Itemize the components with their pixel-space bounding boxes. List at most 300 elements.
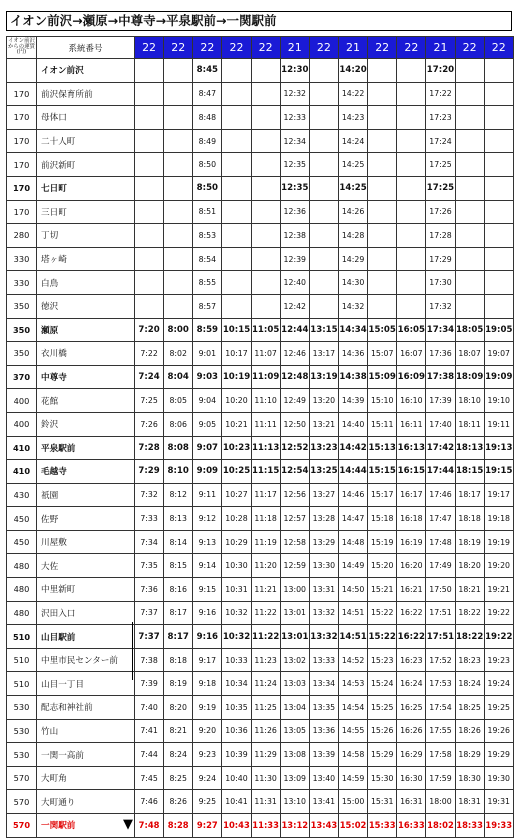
time-cell: 10:28 — [222, 507, 251, 531]
time-cell: 17:40 — [426, 412, 455, 436]
time-cell: 15:33 — [368, 814, 397, 838]
time-cell: 13:21 — [309, 412, 338, 436]
time-cell — [251, 271, 280, 295]
time-cell: 16:30 — [397, 766, 426, 790]
time-cell — [222, 129, 251, 153]
stop-name: 竹山 — [41, 726, 59, 737]
table-row — [7, 436, 514, 460]
time-cell — [368, 200, 397, 224]
time-cell — [222, 294, 251, 318]
time-cell: 17:53 — [426, 672, 455, 696]
time-cell — [455, 247, 484, 271]
time-cell: 9:14 — [193, 554, 222, 578]
time-cell: 7:46 — [135, 790, 164, 814]
time-cell: 7:29 — [135, 460, 164, 484]
time-cell — [397, 129, 426, 153]
time-cell: 14:51 — [338, 601, 367, 625]
time-cell: 8:20 — [164, 696, 193, 720]
table-row — [7, 554, 514, 578]
time-cell: 12:44 — [280, 318, 309, 342]
time-cell — [222, 200, 251, 224]
table-row — [7, 200, 514, 224]
fare-cell: 410 — [7, 436, 37, 460]
down-arrow-icon: ▼ — [123, 817, 133, 832]
time-cell: 8:13 — [164, 507, 193, 531]
stop-name: 平泉駅前 — [41, 443, 76, 454]
time-cell: 16:25 — [397, 696, 426, 720]
time-cell: 19:09 — [484, 365, 513, 389]
time-cell: 7:38 — [135, 648, 164, 672]
stop-name-cell — [37, 82, 135, 106]
time-cell: 8:50 — [193, 176, 222, 200]
time-cell: 9:20 — [193, 719, 222, 743]
time-cell: 9:16 — [193, 601, 222, 625]
route-number: 21 — [426, 37, 455, 59]
table-row — [7, 814, 514, 838]
time-cell: 12:57 — [280, 507, 309, 531]
stop-name: 塔ヶ崎 — [41, 255, 67, 266]
time-cell — [368, 294, 397, 318]
time-cell — [368, 106, 397, 130]
fare-cell — [7, 59, 37, 83]
stop-name-cell — [37, 318, 135, 342]
time-cell — [397, 82, 426, 106]
time-cell: 12:48 — [280, 365, 309, 389]
time-cell: 13:40 — [309, 766, 338, 790]
time-cell: 11:25 — [251, 696, 280, 720]
route-number: 22 — [397, 37, 426, 59]
time-cell: 9:01 — [193, 342, 222, 366]
fare-cell: 400 — [7, 389, 37, 413]
time-cell: 8:08 — [164, 436, 193, 460]
stop-name: 山目駅前 — [41, 632, 76, 643]
time-cell — [455, 294, 484, 318]
time-cell — [222, 153, 251, 177]
time-cell: 11:17 — [251, 483, 280, 507]
table-row — [7, 601, 514, 625]
time-cell: 18:22 — [455, 625, 484, 649]
time-cell: 8:17 — [164, 601, 193, 625]
time-cell: 12:35 — [280, 176, 309, 200]
time-cell: 14:44 — [338, 460, 367, 484]
time-cell: 7:35 — [135, 554, 164, 578]
table-row — [7, 365, 514, 389]
time-cell — [135, 247, 164, 271]
table-row — [7, 578, 514, 602]
time-cell: 9:05 — [193, 412, 222, 436]
time-cell: 15:11 — [368, 412, 397, 436]
stop-name: 川屋敷 — [41, 538, 67, 549]
route-number: 21 — [338, 37, 367, 59]
time-cell: 17:50 — [426, 578, 455, 602]
stop-name-cell — [37, 719, 135, 743]
time-cell: 14:39 — [338, 389, 367, 413]
time-cell — [222, 224, 251, 248]
time-cell: 13:20 — [309, 389, 338, 413]
time-cell: 15:22 — [368, 625, 397, 649]
time-cell: 17:55 — [426, 719, 455, 743]
time-cell: 17:51 — [426, 625, 455, 649]
fare-cell: 410 — [7, 460, 37, 484]
time-cell: 10:40 — [222, 766, 251, 790]
fare-cell: 480 — [7, 578, 37, 602]
time-cell: 19:30 — [484, 766, 513, 790]
time-cell: 13:28 — [309, 507, 338, 531]
time-cell: 9:12 — [193, 507, 222, 531]
time-cell — [397, 153, 426, 177]
time-cell: 8:48 — [193, 106, 222, 130]
fare-cell: 510 — [7, 672, 37, 696]
time-cell: 18:30 — [455, 766, 484, 790]
time-cell — [455, 153, 484, 177]
time-cell: 19:05 — [484, 318, 513, 342]
time-cell: 17:51 — [426, 601, 455, 625]
time-cell: 12:36 — [280, 200, 309, 224]
time-cell — [251, 106, 280, 130]
time-cell: 16:15 — [397, 460, 426, 484]
time-cell — [484, 153, 513, 177]
time-cell — [484, 247, 513, 271]
time-cell: 12:30 — [280, 59, 309, 83]
table-row — [7, 766, 514, 790]
timetable — [6, 36, 514, 838]
time-cell: 7:40 — [135, 696, 164, 720]
time-cell: 15:15 — [368, 460, 397, 484]
time-cell: 13:02 — [280, 648, 309, 672]
time-cell — [397, 271, 426, 295]
stop-name-cell — [37, 294, 135, 318]
fare-cell: 170 — [7, 153, 37, 177]
time-cell — [135, 59, 164, 83]
time-cell: 7:32 — [135, 483, 164, 507]
time-cell: 13:04 — [280, 696, 309, 720]
time-cell: 10:39 — [222, 743, 251, 767]
time-cell: 14:46 — [338, 483, 367, 507]
fare-header: イオン前沢からの運賃(円) — [7, 37, 37, 59]
table-row — [7, 153, 514, 177]
stop-name-cell — [37, 436, 135, 460]
time-cell: 8:04 — [164, 365, 193, 389]
time-cell — [368, 82, 397, 106]
time-cell: 15:29 — [368, 743, 397, 767]
time-cell: 8:24 — [164, 743, 193, 767]
stop-name: 白鳥 — [41, 278, 59, 289]
time-cell: 15:30 — [368, 766, 397, 790]
time-cell: 19:23 — [484, 648, 513, 672]
time-cell: 7:22 — [135, 342, 164, 366]
time-cell — [251, 129, 280, 153]
time-cell: 17:48 — [426, 530, 455, 554]
table-row — [7, 59, 514, 83]
stop-name: 中尊寺 — [41, 373, 67, 384]
fare-cell: 370 — [7, 365, 37, 389]
time-cell: 9:16 — [193, 625, 222, 649]
time-cell: 8:51 — [193, 200, 222, 224]
time-cell: 8:55 — [193, 271, 222, 295]
fare-cell: 450 — [7, 530, 37, 554]
time-cell: 12:38 — [280, 224, 309, 248]
time-cell: 8:18 — [164, 648, 193, 672]
time-cell: 8:53 — [193, 224, 222, 248]
time-cell — [368, 153, 397, 177]
time-cell — [222, 271, 251, 295]
time-cell: 18:29 — [455, 743, 484, 767]
time-cell: 15:31 — [368, 790, 397, 814]
stop-name-cell — [37, 247, 135, 271]
time-cell — [455, 82, 484, 106]
time-cell: 19:10 — [484, 389, 513, 413]
time-cell: 13:32 — [309, 625, 338, 649]
time-cell — [397, 294, 426, 318]
route-number: 22 — [164, 37, 193, 59]
stop-name-cell — [37, 271, 135, 295]
fare-cell: 570 — [7, 766, 37, 790]
time-cell — [368, 224, 397, 248]
time-cell: 18:13 — [455, 436, 484, 460]
time-cell: 8:02 — [164, 342, 193, 366]
stop-name-cell — [37, 342, 135, 366]
fare-cell: 330 — [7, 271, 37, 295]
time-cell: 14:22 — [338, 82, 367, 106]
time-cell: 12:40 — [280, 271, 309, 295]
time-cell — [397, 106, 426, 130]
time-cell: 10:27 — [222, 483, 251, 507]
time-cell: 7:37 — [135, 625, 164, 649]
time-cell: 17:44 — [426, 460, 455, 484]
time-cell: 10:33 — [222, 648, 251, 672]
time-cell: 8:26 — [164, 790, 193, 814]
time-cell — [309, 224, 338, 248]
stop-name: 山目一丁目 — [41, 679, 84, 690]
time-cell: 19:25 — [484, 696, 513, 720]
stop-name: 花館 — [41, 396, 59, 407]
time-cell: 18:00 — [426, 790, 455, 814]
time-cell: 12:34 — [280, 129, 309, 153]
route-number-header: 系統番号 — [37, 37, 135, 59]
time-cell: 11:31 — [251, 790, 280, 814]
stop-name-cell — [37, 176, 135, 200]
fare-cell: 330 — [7, 247, 37, 271]
time-cell — [484, 106, 513, 130]
stop-name: 中里市民センター前 — [41, 656, 119, 667]
time-cell — [251, 153, 280, 177]
time-cell — [164, 247, 193, 271]
time-cell: 13:10 — [280, 790, 309, 814]
stop-name-cell — [37, 483, 135, 507]
time-cell: 10:31 — [222, 578, 251, 602]
time-cell: 19:33 — [484, 814, 513, 838]
time-cell: 7:33 — [135, 507, 164, 531]
time-cell — [484, 176, 513, 200]
fare-cell: 530 — [7, 696, 37, 720]
stop-name: 中里新町 — [41, 585, 76, 596]
route-number: 22 — [484, 37, 513, 59]
time-cell: 8:16 — [164, 578, 193, 602]
time-cell: 18:21 — [455, 578, 484, 602]
stop-name: 一関駅前 — [41, 821, 76, 832]
time-cell: 16:22 — [397, 625, 426, 649]
time-cell: 9:24 — [193, 766, 222, 790]
fare-cell: 530 — [7, 719, 37, 743]
time-cell: 17:24 — [426, 129, 455, 153]
time-cell: 12:59 — [280, 554, 309, 578]
time-cell — [309, 106, 338, 130]
time-cell: 14:48 — [338, 530, 367, 554]
stop-name: 前沢保育所前 — [41, 89, 93, 100]
time-cell: 16:24 — [397, 672, 426, 696]
time-cell: 8:00 — [164, 318, 193, 342]
time-cell: 9:19 — [193, 696, 222, 720]
time-cell: 15:07 — [368, 342, 397, 366]
time-cell: 12:52 — [280, 436, 309, 460]
time-cell: 16:23 — [397, 648, 426, 672]
time-cell: 10:35 — [222, 696, 251, 720]
time-cell: 10:43 — [222, 814, 251, 838]
time-cell — [484, 200, 513, 224]
time-cell: 13:19 — [309, 365, 338, 389]
time-cell — [309, 200, 338, 224]
stop-name: 徳沢 — [41, 302, 59, 313]
time-cell: 9:18 — [193, 672, 222, 696]
time-cell: 18:11 — [455, 412, 484, 436]
time-cell: 19:19 — [484, 530, 513, 554]
time-cell: 14:40 — [338, 412, 367, 436]
fare-cell: 350 — [7, 342, 37, 366]
stop-name-cell — [37, 59, 135, 83]
time-cell — [222, 59, 251, 83]
time-cell — [135, 224, 164, 248]
time-cell — [309, 59, 338, 83]
time-cell: 10:32 — [222, 601, 251, 625]
time-cell: 10:32 — [222, 625, 251, 649]
time-cell: 11:11 — [251, 412, 280, 436]
stop-name-cell — [37, 460, 135, 484]
time-cell: 15:18 — [368, 507, 397, 531]
time-cell: 14:49 — [338, 554, 367, 578]
header-row — [7, 37, 514, 59]
time-cell: 10:23 — [222, 436, 251, 460]
time-cell: 18:05 — [455, 318, 484, 342]
time-cell: 11:18 — [251, 507, 280, 531]
time-cell: 19:11 — [484, 412, 513, 436]
time-cell: 8:50 — [193, 153, 222, 177]
stop-name-cell — [37, 530, 135, 554]
time-cell: 17:49 — [426, 554, 455, 578]
time-cell — [455, 176, 484, 200]
time-cell: 10:36 — [222, 719, 251, 743]
time-cell: 8:59 — [193, 318, 222, 342]
time-cell — [164, 129, 193, 153]
time-cell: 15:10 — [368, 389, 397, 413]
time-cell: 13:35 — [309, 696, 338, 720]
fare-cell: 530 — [7, 743, 37, 767]
time-cell: 12:56 — [280, 483, 309, 507]
table-row — [7, 672, 514, 696]
time-cell — [135, 129, 164, 153]
time-cell — [484, 59, 513, 83]
time-cell: 17:23 — [426, 106, 455, 130]
time-cell: 14:34 — [338, 318, 367, 342]
time-cell: 16:07 — [397, 342, 426, 366]
time-cell: 12:33 — [280, 106, 309, 130]
stop-name-cell — [37, 648, 135, 672]
time-cell: 15:13 — [368, 436, 397, 460]
time-cell: 14:50 — [338, 578, 367, 602]
stop-name-cell — [37, 696, 135, 720]
time-cell: 8:05 — [164, 389, 193, 413]
table-row — [7, 271, 514, 295]
time-cell — [397, 224, 426, 248]
time-cell: 19:07 — [484, 342, 513, 366]
time-cell — [309, 82, 338, 106]
time-cell: 17:25 — [426, 153, 455, 177]
fare-cell: 450 — [7, 507, 37, 531]
time-cell: 14:29 — [338, 247, 367, 271]
time-cell: 17:38 — [426, 365, 455, 389]
time-cell: 11:07 — [251, 342, 280, 366]
time-cell — [484, 224, 513, 248]
time-cell — [484, 129, 513, 153]
fare-cell: 510 — [7, 648, 37, 672]
page-title: イオン前沢→瀬原→中尊寺→平泉駅前→一関駅前 — [6, 11, 512, 31]
stop-name-cell — [37, 625, 135, 649]
time-cell: 8:14 — [164, 530, 193, 554]
fare-cell: 350 — [7, 318, 37, 342]
time-cell: 19:18 — [484, 507, 513, 531]
table-row — [7, 460, 514, 484]
fare-cell: 170 — [7, 200, 37, 224]
time-cell: 19:15 — [484, 460, 513, 484]
time-cell: 14:25 — [338, 153, 367, 177]
time-cell: 17:54 — [426, 696, 455, 720]
time-cell — [135, 153, 164, 177]
time-cell: 12:39 — [280, 247, 309, 271]
table-row — [7, 719, 514, 743]
table-row — [7, 648, 514, 672]
time-cell — [368, 271, 397, 295]
time-cell: 16:21 — [397, 578, 426, 602]
time-cell: 8:06 — [164, 412, 193, 436]
time-cell: 12:35 — [280, 153, 309, 177]
time-cell: 16:17 — [397, 483, 426, 507]
stop-name: イオン前沢 — [41, 66, 84, 77]
time-cell: 18:09 — [455, 365, 484, 389]
time-cell: 16:20 — [397, 554, 426, 578]
stop-name: 衣川橋 — [41, 349, 67, 360]
time-cell — [251, 59, 280, 83]
time-cell: 9:04 — [193, 389, 222, 413]
time-cell: 11:19 — [251, 530, 280, 554]
time-cell: 19:22 — [484, 625, 513, 649]
time-cell: 8:47 — [193, 82, 222, 106]
time-cell — [251, 200, 280, 224]
time-cell: 14:24 — [338, 129, 367, 153]
time-cell — [397, 59, 426, 83]
time-cell: 17:47 — [426, 507, 455, 531]
time-cell: 13:01 — [280, 625, 309, 649]
time-cell: 10:17 — [222, 342, 251, 366]
time-cell — [455, 271, 484, 295]
time-cell: 7:41 — [135, 719, 164, 743]
time-cell: 7:24 — [135, 365, 164, 389]
stop-name: 大町通り — [41, 797, 76, 808]
time-cell: 15:19 — [368, 530, 397, 554]
time-cell: 18:07 — [455, 342, 484, 366]
time-cell: 18:15 — [455, 460, 484, 484]
time-cell: 13:01 — [280, 601, 309, 625]
time-cell: 9:09 — [193, 460, 222, 484]
time-cell: 14:58 — [338, 743, 367, 767]
